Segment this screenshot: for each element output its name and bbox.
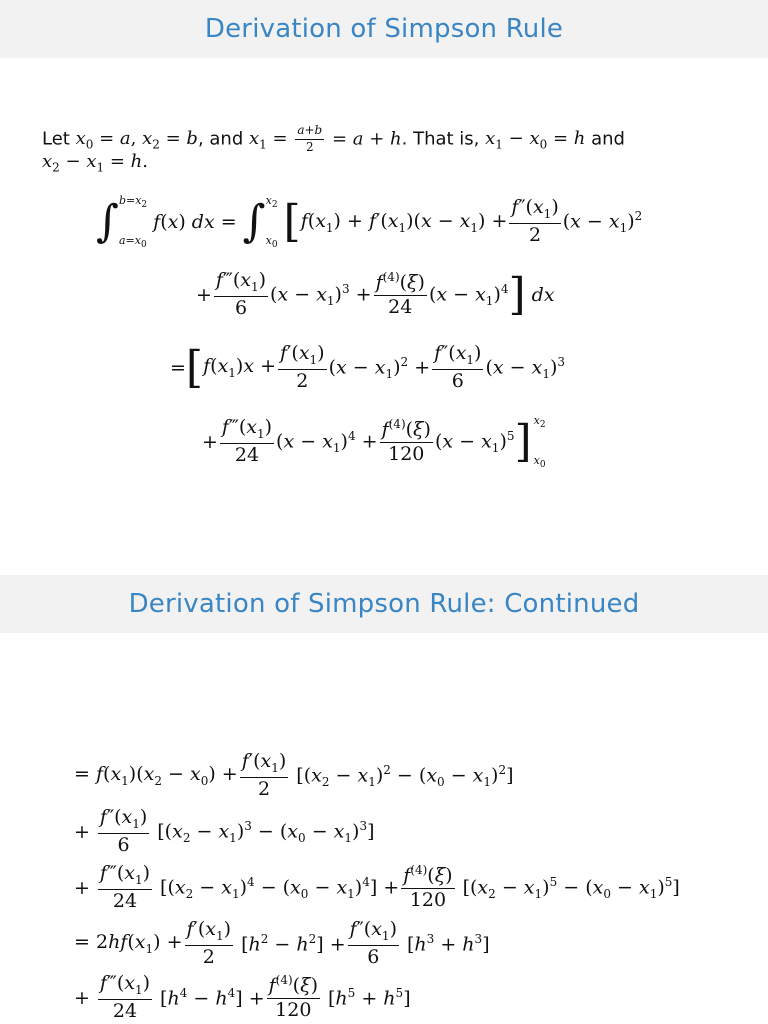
title-bar [0, 575, 768, 633]
equation-line-4: = $2hf(x_1)$ + $\frac{f'(x_1)}{2}$ $[h^2 - h^2]$ + $\frac{f''(x_1)}{6}$ $[h^3 + h^3]$ [74, 918, 490, 968]
equation-line-2: + $\frac{f''(x_1)}{6}$ $[(x_2 - x_1)^3 - (x_0 - x_1)^3]$ [74, 806, 375, 856]
intro-line-2: $x_2 - x_1 = h$. [42, 151, 148, 175]
intro-line-1: Let $x_0 = a$, $x_2 = b$, and $x_1$ = $\frac{a+b}{2}$ = a + h. That is, $x_1 - x_0 = h$ and [42, 123, 625, 154]
slide-title: Derivation of Simpson Rule [204, 14, 564, 44]
slide-2 [0, 575, 768, 1024]
slide-title: Derivation of Simpson Rule: Continued [128, 589, 640, 619]
title-bar [0, 0, 768, 58]
word-and-2: and [591, 128, 625, 150]
equation-line-4: + $\frac{f‴(x_1)}{24}$ $(x - x_1)^4$ + $\frac{f^{(4)}(\xi)}{120}$ $(x - x_1)^5$ ] $x_2$ $x_0$ [202, 414, 546, 470]
equation-line-3: + $\frac{f‴(x_1)}{24}$ $[(x_2 - x_1)^4 - (x_0 - x_1)^4]$ + $\frac{f^{(4)}(\xi)}{120}$ $[(x_2 - x_1)^5 - (x_0 - x_1)^5]$ [74, 862, 680, 912]
equation-line-2: + $\frac{f‴(x_1)}{6}$ $(x - x_1)^3$ + $\frac{f^{(4)}(\xi)}{24}$ $(x - x_1)^4$ ] dx [196, 268, 555, 320]
word-and: , and [197, 128, 244, 150]
equation-line-3: = [ $f(x_1)x$ + $\frac{f'(x_1)}{2}$ $(x - x_1)^2$ + $\frac{f''(x_1)}{6}$ $(x - x_1)^3$ [170, 341, 566, 393]
equation-line-5: + $\frac{f‴(x_1)}{24}$ $[h^4 - h^4]$ + $\frac{f^{(4)}(\xi)}{120}$ $[h^5 + h^5]$ [74, 972, 411, 1022]
word-that-is: . That is, [401, 128, 480, 150]
equation-line-1: ∫ $b=x_2$ $a=x_0$ f(x) dx = ∫ $x_2$ $x_0$ [ $f(x_1) + f'(x_1)(x - x_1)$ + $\frac{f''(x_1)}{2}$ $(x - x_1)^2$ [96, 194, 643, 250]
equation-line-1: = $f(x_1)(x_2 - x_0)$ + $\frac{f'(x_1)}{2}$ $[(x_2 - x_1)^2 - (x_0 - x_1)^2]$ [74, 750, 514, 800]
word-let: Let [42, 128, 70, 150]
